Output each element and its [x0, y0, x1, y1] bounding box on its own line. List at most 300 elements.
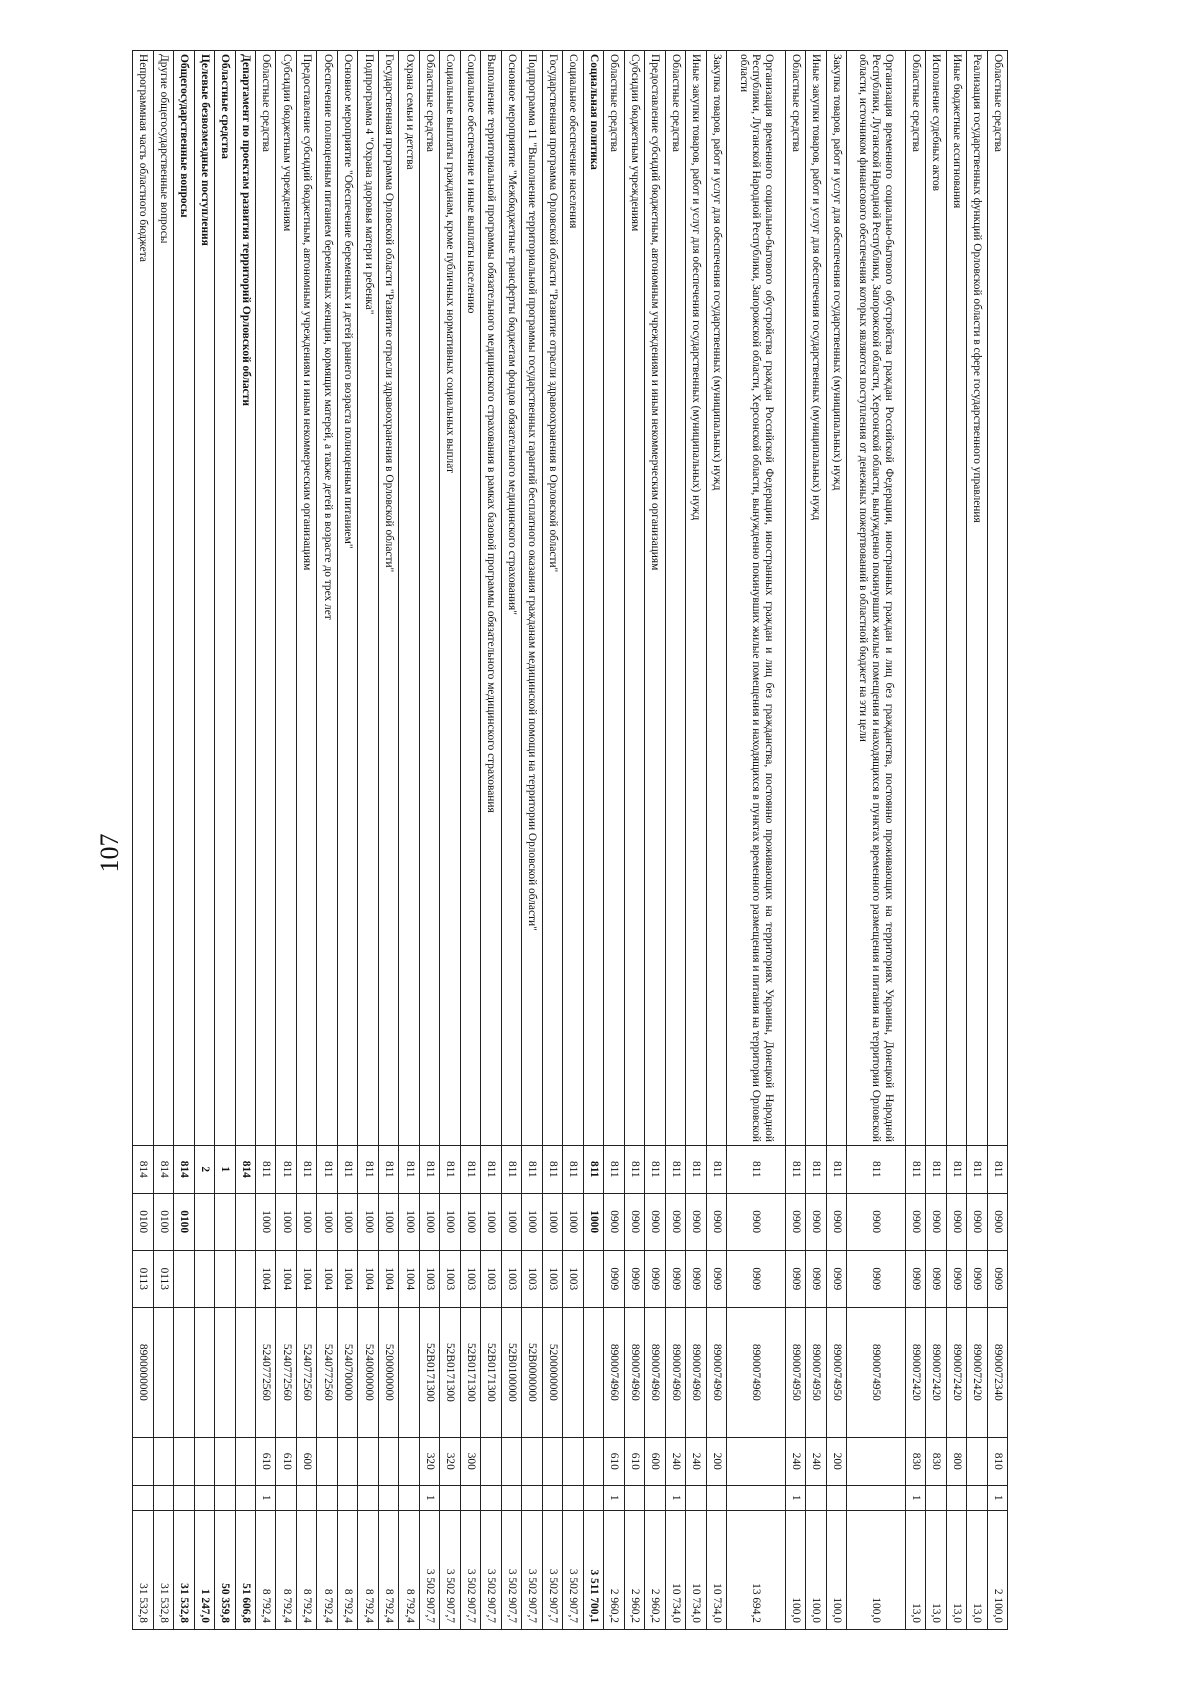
cell-sum: 8 792,4 [256, 1510, 276, 1629]
cell-vr: 300 [460, 1437, 480, 1485]
cell-sum: 13,0 [926, 1510, 946, 1629]
cell-sum: 51 606,8 [235, 1510, 255, 1629]
cell-mark: 1 [665, 1485, 685, 1510]
cell-vr: 240 [785, 1437, 805, 1485]
cell-sum: 1 247,0 [194, 1510, 214, 1629]
cell-name: Закупка товаров, работ и услуг для обеспечения государственных (муниципальных) нужд [706, 51, 726, 1146]
cell-name: Подпрограмма 11 "Выполнение территориальной программы государственных гарантий бесплатного оказания гражданам медицинской помощи на территории Орловской области" [522, 51, 542, 1146]
cell-pr: 0909 [686, 1250, 706, 1307]
cell-adm: 811 [806, 1145, 826, 1193]
cell-csr [235, 1307, 255, 1437]
cell-rz: 1000 [460, 1193, 480, 1250]
cell-mark [133, 1485, 154, 1510]
cell-csr [194, 1307, 214, 1437]
cell-name: Организация временного социально-бытового обустройства граждан Российской Федерации, иностранных граждан и лиц без гражданства, постоянно проживающих на территориях Украины, Донецкой Народной Республики, Луганской Народной Республики, Запорожской области, Херсонской области, вынужденно покинувших жилые помещения и находящихся в пунктах временного размещения и питания на территории Орловской области, источником финансового обеспечения которых являются поступления от денежных пожертвований в областной бюджет на эти цели [847, 51, 905, 1146]
cell-sum: 2 960,2 [645, 1510, 665, 1629]
cell-vr [501, 1437, 521, 1485]
cell-sum: 50 359,8 [215, 1510, 235, 1629]
cell-vr: 320 [440, 1437, 460, 1485]
cell-mark [317, 1485, 337, 1510]
cell-name: Субсидии бюджетным учреждениям [276, 51, 296, 1146]
cell-mark [276, 1485, 296, 1510]
cell-mark [399, 1485, 419, 1510]
cell-rz [215, 1193, 235, 1250]
cell-pr: 0909 [967, 1250, 987, 1307]
cell-rz: 0900 [987, 1193, 1007, 1250]
table-row [133, 51, 154, 1630]
cell-name: Субсидии бюджетным учреждениям [624, 51, 644, 1146]
cell-name: Охрана семьи и детства [399, 51, 419, 1146]
cell-name: Социальные выплаты гражданам, кроме публичных нормативных социальных выплат [440, 51, 460, 1146]
cell-sum: 3 502 907,7 [542, 1510, 562, 1629]
cell-name: Социальное обеспечение населения [563, 51, 583, 1146]
cell-vr: 200 [706, 1437, 726, 1485]
cell-csr [215, 1307, 235, 1437]
table-row [706, 51, 726, 1630]
cell-pr: 1003 [542, 1250, 562, 1307]
cell-adm: 814 [153, 1145, 173, 1193]
cell-name: Областные средства [905, 51, 925, 1146]
table-row [399, 51, 419, 1630]
cell-vr [174, 1437, 194, 1485]
cell-vr: 600 [645, 1437, 665, 1485]
cell-csr: 52В0100000 [501, 1307, 521, 1437]
table-row [826, 51, 846, 1630]
cell-mark [194, 1485, 214, 1510]
cell-sum: 13 694,2 [727, 1510, 785, 1629]
cell-name: Непрограммная часть областного бюджета [133, 51, 154, 1146]
cell-sum: 3 502 907,7 [440, 1510, 460, 1629]
cell-pr: 1003 [440, 1250, 460, 1307]
cell-rz: 1000 [419, 1193, 439, 1250]
cell-rz: 1000 [542, 1193, 562, 1250]
cell-pr: 1003 [481, 1250, 501, 1307]
cell-adm: 811 [460, 1145, 480, 1193]
cell-name: Основное мероприятие "Межбюджетные трансферты бюджетам фондов обязательного медицинского страхования" [501, 51, 521, 1146]
cell-name: Областные средства [215, 51, 235, 1146]
table-row [522, 51, 542, 1630]
cell-rz: 1000 [378, 1193, 398, 1250]
cell-rz: 0900 [624, 1193, 644, 1250]
table-row [235, 51, 255, 1630]
cell-rz: 0900 [967, 1193, 987, 1250]
cell-name: Исполнение судебных актов [926, 51, 946, 1146]
cell-csr: 5200000000 [542, 1307, 562, 1437]
cell-mark [215, 1485, 235, 1510]
cell-rz [194, 1193, 214, 1250]
cell-csr: 5240000000 [358, 1307, 378, 1437]
cell-pr [215, 1250, 235, 1307]
cell-vr [563, 1437, 583, 1485]
cell-adm: 811 [946, 1145, 966, 1193]
cell-vr [522, 1437, 542, 1485]
cell-csr: 5240772560 [276, 1307, 296, 1437]
cell-mark [926, 1485, 946, 1510]
cell-csr: 5240772560 [256, 1307, 276, 1437]
cell-vr [481, 1437, 501, 1485]
cell-rz: 0900 [727, 1193, 785, 1250]
cell-pr: 1004 [296, 1250, 316, 1307]
cell-rz: 0900 [686, 1193, 706, 1250]
table-row [194, 51, 214, 1630]
table-row [686, 51, 706, 1630]
cell-name: Другие общегосударственные вопросы [153, 51, 173, 1146]
cell-rz: 1000 [522, 1193, 542, 1250]
cell-sum: 8 792,4 [276, 1510, 296, 1629]
cell-mark [378, 1485, 398, 1510]
cell-csr: 52В0171300 [481, 1307, 501, 1437]
cell-adm: 1 [215, 1145, 235, 1193]
cell-vr: 810 [987, 1437, 1007, 1485]
table-row [946, 51, 966, 1630]
cell-csr: 52В0171300 [460, 1307, 480, 1437]
table-row [296, 51, 316, 1630]
cell-mark [501, 1485, 521, 1510]
cell-rz: 0900 [785, 1193, 805, 1250]
cell-pr: 0909 [645, 1250, 665, 1307]
cell-adm: 811 [276, 1145, 296, 1193]
table-row [926, 51, 946, 1630]
cell-pr [235, 1250, 255, 1307]
cell-vr [542, 1437, 562, 1485]
cell-adm: 811 [785, 1145, 805, 1193]
cell-adm: 811 [481, 1145, 501, 1193]
cell-vr [317, 1437, 337, 1485]
cell-rz: 1000 [399, 1193, 419, 1250]
cell-adm: 811 [706, 1145, 726, 1193]
cell-name: Организация временного социально-бытового обустройства граждан Российской Федерации, иностранных граждан и лиц без гражданства, постоянно проживающих на территориях Украины, Донецкой Народной Республики, Луганской Народной Республики, Запорожской области, Херсонской области, вынужденно покинувших жилые помещения и находящихся в пунктах временного размещения и питания на территории Орловской области [727, 51, 785, 1146]
cell-sum: 10 734,0 [686, 1510, 706, 1629]
cell-rz: 0900 [926, 1193, 946, 1250]
cell-rz: 1000 [358, 1193, 378, 1250]
cell-pr: 0113 [133, 1250, 154, 1307]
cell-name: Социальное обеспечение и иные выплаты населению [460, 51, 480, 1146]
cell-vr [847, 1437, 905, 1485]
cell-adm: 811 [583, 1145, 603, 1193]
cell-sum: 8 792,4 [358, 1510, 378, 1629]
cell-mark [706, 1485, 726, 1510]
cell-sum: 2 100,0 [987, 1510, 1007, 1629]
cell-mark: 1 [905, 1485, 925, 1510]
cell-pr: 1003 [419, 1250, 439, 1307]
cell-rz: 0100 [153, 1193, 173, 1250]
cell-mark [826, 1485, 846, 1510]
cell-csr: 8900074960 [624, 1307, 644, 1437]
cell-csr: 8900074960 [706, 1307, 726, 1437]
cell-csr: 52В0171300 [440, 1307, 460, 1437]
cell-rz: 1000 [481, 1193, 501, 1250]
cell-mark [522, 1485, 542, 1510]
cell-csr: 5240700000 [337, 1307, 357, 1437]
table-row [645, 51, 665, 1630]
cell-pr: 1004 [358, 1250, 378, 1307]
cell-mark: 1 [604, 1485, 624, 1510]
cell-vr: 600 [296, 1437, 316, 1485]
cell-name: Государственная программа Орловской области "Развитие отрасли здравоохранения в Орловской области" [542, 51, 562, 1146]
cell-vr [399, 1437, 419, 1485]
cell-pr: 0909 [847, 1250, 905, 1307]
cell-vr [727, 1437, 785, 1485]
cell-adm: 814 [235, 1145, 255, 1193]
cell-csr: 8900074960 [604, 1307, 624, 1437]
cell-sum: 8 792,4 [296, 1510, 316, 1629]
cell-mark: 1 [419, 1485, 439, 1510]
cell-adm: 811 [987, 1145, 1007, 1193]
cell-sum: 3 502 907,7 [419, 1510, 439, 1629]
cell-sum: 3 511 700,1 [583, 1510, 603, 1629]
cell-adm: 811 [686, 1145, 706, 1193]
cell-rz: 1000 [337, 1193, 357, 1250]
cell-sum: 13,0 [967, 1510, 987, 1629]
cell-mark [296, 1485, 316, 1510]
table-row [460, 51, 480, 1630]
cell-csr: 8900074950 [826, 1307, 846, 1437]
cell-rz: 1000 [296, 1193, 316, 1250]
cell-mark [806, 1485, 826, 1510]
cell-adm: 814 [174, 1145, 194, 1193]
cell-rz: 1000 [440, 1193, 460, 1250]
cell-sum: 100,0 [785, 1510, 805, 1629]
cell-name: Областные средства [785, 51, 805, 1146]
cell-pr: 0909 [727, 1250, 785, 1307]
table-row [337, 51, 357, 1630]
cell-mark [946, 1485, 966, 1510]
cell-adm: 811 [665, 1145, 685, 1193]
cell-adm: 2 [194, 1145, 214, 1193]
cell-vr: 610 [624, 1437, 644, 1485]
cell-rz: 1000 [317, 1193, 337, 1250]
cell-vr [358, 1437, 378, 1485]
table-row [481, 51, 501, 1630]
cell-rz: 0900 [847, 1193, 905, 1250]
cell-name: Предоставление субсидий бюджетным, автономным учреждениям и иным некоммерческим организациям [296, 51, 316, 1146]
cell-pr: 0909 [785, 1250, 805, 1307]
cell-sum: 8 792,4 [378, 1510, 398, 1629]
cell-csr [153, 1307, 173, 1437]
cell-sum: 100,0 [847, 1510, 905, 1629]
cell-vr: 200 [826, 1437, 846, 1485]
table-row [847, 51, 905, 1630]
cell-csr: 8900074950 [785, 1307, 805, 1437]
cell-vr [967, 1437, 987, 1485]
cell-csr [563, 1307, 583, 1437]
cell-csr: 8900072420 [967, 1307, 987, 1437]
cell-sum: 31 532,8 [174, 1510, 194, 1629]
cell-name: Областные средства [665, 51, 685, 1146]
cell-pr: 1003 [501, 1250, 521, 1307]
table-row [563, 51, 583, 1630]
cell-mark [337, 1485, 357, 1510]
cell-csr: 8900000000 [133, 1307, 154, 1437]
cell-pr: 0909 [706, 1250, 726, 1307]
cell-rz: 0900 [905, 1193, 925, 1250]
cell-csr: 8900072420 [905, 1307, 925, 1437]
cell-name: Областные средства [256, 51, 276, 1146]
cell-csr: 8900074950 [806, 1307, 826, 1437]
cell-adm: 811 [358, 1145, 378, 1193]
cell-csr [583, 1307, 603, 1437]
cell-pr [583, 1250, 603, 1307]
cell-rz: 0900 [645, 1193, 665, 1250]
cell-rz: 0900 [665, 1193, 685, 1250]
cell-csr: 52В0171300 [419, 1307, 439, 1437]
table-row [215, 51, 235, 1630]
cell-rz: 0100 [174, 1193, 194, 1250]
cell-pr: 1003 [563, 1250, 583, 1307]
cell-mark [624, 1485, 644, 1510]
cell-csr: 8900074960 [665, 1307, 685, 1437]
cell-vr [378, 1437, 398, 1485]
cell-adm: 811 [926, 1145, 946, 1193]
cell-sum: 2 960,2 [604, 1510, 624, 1629]
cell-pr: 1004 [378, 1250, 398, 1307]
cell-name: Областные средства [419, 51, 439, 1146]
table-row [785, 51, 805, 1630]
cell-pr: 1003 [460, 1250, 480, 1307]
cell-name: Иные закупки товаров, работ и услуг для обеспечения государственных (муниципальных) нужд [686, 51, 706, 1146]
cell-sum: 8 792,4 [317, 1510, 337, 1629]
cell-vr [583, 1437, 603, 1485]
cell-csr: 8900074960 [727, 1307, 785, 1437]
cell-adm: 811 [378, 1145, 398, 1193]
cell-pr: 1004 [317, 1250, 337, 1307]
table-row [317, 51, 337, 1630]
cell-mark [460, 1485, 480, 1510]
cell-vr [337, 1437, 357, 1485]
cell-mark [235, 1485, 255, 1510]
cell-rz: 1000 [583, 1193, 603, 1250]
table-row [174, 51, 194, 1630]
budget-table-sheet [132, 50, 1008, 1630]
cell-sum: 13,0 [946, 1510, 966, 1629]
cell-adm: 811 [645, 1145, 665, 1193]
cell-pr: 1004 [276, 1250, 296, 1307]
cell-mark: 1 [987, 1485, 1007, 1510]
cell-sum: 10 734,0 [706, 1510, 726, 1629]
table-row [378, 51, 398, 1630]
cell-rz: 0900 [604, 1193, 624, 1250]
cell-csr: 8900072420 [926, 1307, 946, 1437]
cell-sum: 13,0 [905, 1510, 925, 1629]
cell-adm: 811 [624, 1145, 644, 1193]
budget-table-body [133, 51, 1008, 1630]
cell-mark [440, 1485, 460, 1510]
cell-adm: 811 [399, 1145, 419, 1193]
cell-pr: 1004 [399, 1250, 419, 1307]
budget-table [132, 50, 1008, 1630]
cell-name: Закупка товаров, работ и услуг для обеспечения государственных (муниципальных) нужд [826, 51, 846, 1146]
cell-sum: 3 502 907,7 [501, 1510, 521, 1629]
cell-adm: 811 [256, 1145, 276, 1193]
cell-pr: 0909 [905, 1250, 925, 1307]
table-row [806, 51, 826, 1630]
cell-pr: 0909 [987, 1250, 1007, 1307]
cell-adm: 811 [522, 1145, 542, 1193]
cell-sum: 3 502 907,7 [460, 1510, 480, 1629]
cell-pr: 0909 [624, 1250, 644, 1307]
cell-adm: 811 [563, 1145, 583, 1193]
cell-rz [235, 1193, 255, 1250]
cell-csr: 5200000000 [378, 1307, 398, 1437]
cell-rz: 0900 [826, 1193, 846, 1250]
table-row [583, 51, 603, 1630]
cell-sum: 10 734,0 [665, 1510, 685, 1629]
cell-name: Предоставление субсидий бюджетным, автономным учреждениям и иным некоммерческим организациям [645, 51, 665, 1146]
cell-csr: 5240772560 [296, 1307, 316, 1437]
cell-pr: 0113 [153, 1250, 173, 1307]
cell-adm: 811 [440, 1145, 460, 1193]
cell-csr: 52В0000000 [522, 1307, 542, 1437]
cell-mark [847, 1485, 905, 1510]
table-row [624, 51, 644, 1630]
cell-mark [645, 1485, 665, 1510]
cell-mark [727, 1485, 785, 1510]
cell-adm: 811 [542, 1145, 562, 1193]
cell-mark [542, 1485, 562, 1510]
cell-mark [153, 1485, 173, 1510]
cell-csr: 8900074960 [686, 1307, 706, 1437]
cell-sum: 100,0 [806, 1510, 826, 1629]
cell-pr: 0909 [826, 1250, 846, 1307]
cell-pr: 0909 [665, 1250, 685, 1307]
cell-pr: 0909 [926, 1250, 946, 1307]
cell-adm: 811 [337, 1145, 357, 1193]
cell-adm: 811 [727, 1145, 785, 1193]
cell-mark [583, 1485, 603, 1510]
cell-vr [194, 1437, 214, 1485]
cell-adm: 811 [296, 1145, 316, 1193]
cell-sum: 31 532,8 [133, 1510, 154, 1629]
table-row [542, 51, 562, 1630]
cell-mark: 1 [256, 1485, 276, 1510]
cell-adm: 811 [967, 1145, 987, 1193]
cell-adm: 811 [847, 1145, 905, 1193]
cell-pr: 0909 [806, 1250, 826, 1307]
cell-rz: 0900 [806, 1193, 826, 1250]
table-row [905, 51, 925, 1630]
cell-csr: 8900074950 [847, 1307, 905, 1437]
cell-rz: 0900 [946, 1193, 966, 1250]
table-row [967, 51, 987, 1630]
cell-vr: 610 [604, 1437, 624, 1485]
cell-name: Иные закупки товаров, работ и услуг для обеспечения государственных (муниципальных) нужд [806, 51, 826, 1146]
cell-name: Областные средства [987, 51, 1007, 1146]
cell-vr [133, 1437, 154, 1485]
table-row [665, 51, 685, 1630]
cell-mark [358, 1485, 378, 1510]
cell-csr: 8900074960 [645, 1307, 665, 1437]
cell-vr: 800 [946, 1437, 966, 1485]
cell-rz: 1000 [276, 1193, 296, 1250]
cell-pr: 0909 [604, 1250, 624, 1307]
table-row [419, 51, 439, 1630]
cell-vr: 320 [419, 1437, 439, 1485]
cell-vr: 830 [905, 1437, 925, 1485]
cell-name: Департамент по проектам развития территорий Орловской области [235, 51, 255, 1146]
cell-sum: 2 960,2 [624, 1510, 644, 1629]
cell-mark [563, 1485, 583, 1510]
cell-csr: 5240772560 [317, 1307, 337, 1437]
cell-rz: 1000 [563, 1193, 583, 1250]
table-row [153, 51, 173, 1630]
cell-name: Целевые безвозмездные поступления [194, 51, 214, 1146]
cell-name: Областные средства [604, 51, 624, 1146]
cell-sum: 8 792,4 [399, 1510, 419, 1629]
cell-adm: 811 [501, 1145, 521, 1193]
cell-name: Основное мероприятие "Обеспечение беременных и детей раннего возраста полноценным питанием" [337, 51, 357, 1146]
cell-vr: 610 [276, 1437, 296, 1485]
cell-mark: 1 [785, 1485, 805, 1510]
